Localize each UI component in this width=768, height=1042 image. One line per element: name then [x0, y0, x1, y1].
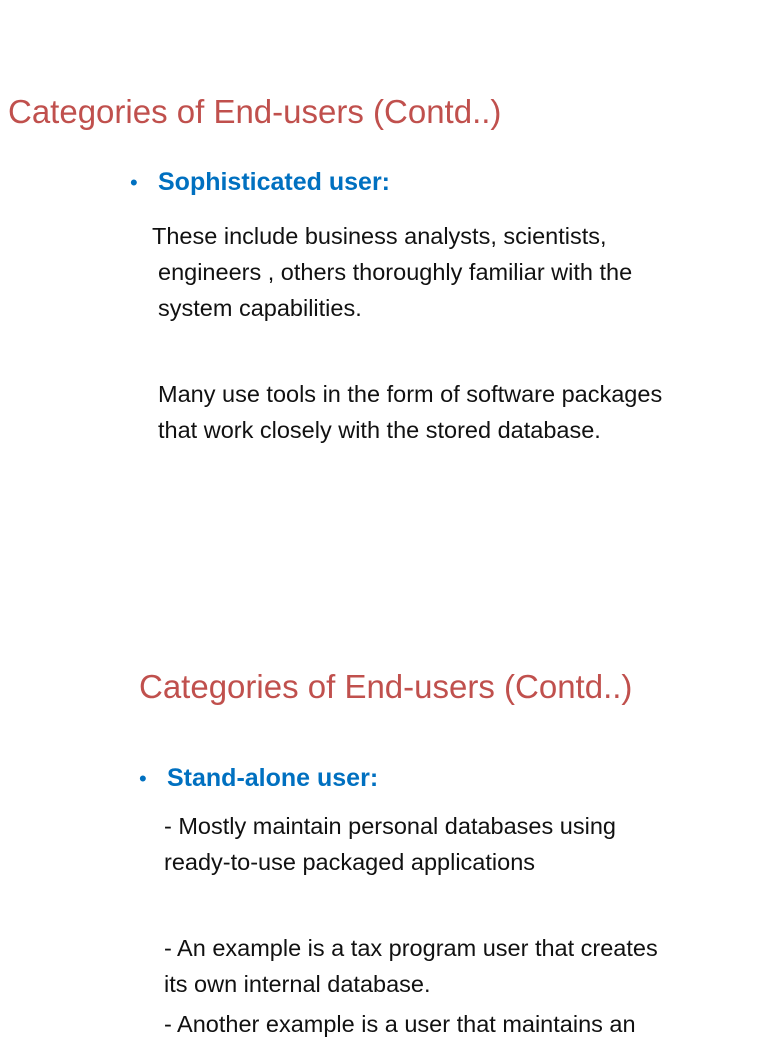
bullet-label: Sophisticated user: [158, 168, 390, 196]
paragraph-line: These include business analysts, scientists, [152, 223, 607, 249]
paragraph-line: - An example is a tax program user that creates [164, 935, 658, 961]
slide-title: Categories of End-users (Contd..) [139, 668, 633, 705]
paragraph-line: - Another example is a user that maintains an [164, 1011, 636, 1037]
bullet-icon: • [139, 766, 147, 791]
bullet-heading [139, 764, 378, 793]
tools-paragraph [158, 376, 662, 448]
description-paragraph [152, 218, 632, 326]
example-paragraph [164, 930, 658, 1002]
paragraph-line: - Mostly maintain personal databases using [164, 813, 616, 839]
description-paragraph [164, 808, 616, 880]
paragraph-line: Many use tools in the form of software packages [158, 381, 663, 407]
paragraph-line: its own internal database. [164, 971, 431, 997]
bullet-label: Stand-alone user: [167, 764, 379, 792]
paragraph-line: engineers , others thoroughly familiar with the [158, 259, 633, 285]
paragraph-line: ready-to-use packaged applications [164, 849, 536, 875]
bullet-heading [130, 168, 390, 197]
paragraph-line: system capabilities. [158, 295, 362, 321]
paragraph-line: that work closely with the stored database. [158, 417, 601, 443]
example-paragraph-cut-off [164, 1006, 636, 1042]
slide-title: Categories of End-users (Contd..) [8, 93, 502, 130]
bullet-icon: • [130, 170, 138, 195]
slide-stand-alone-user [0, 560, 768, 1037]
